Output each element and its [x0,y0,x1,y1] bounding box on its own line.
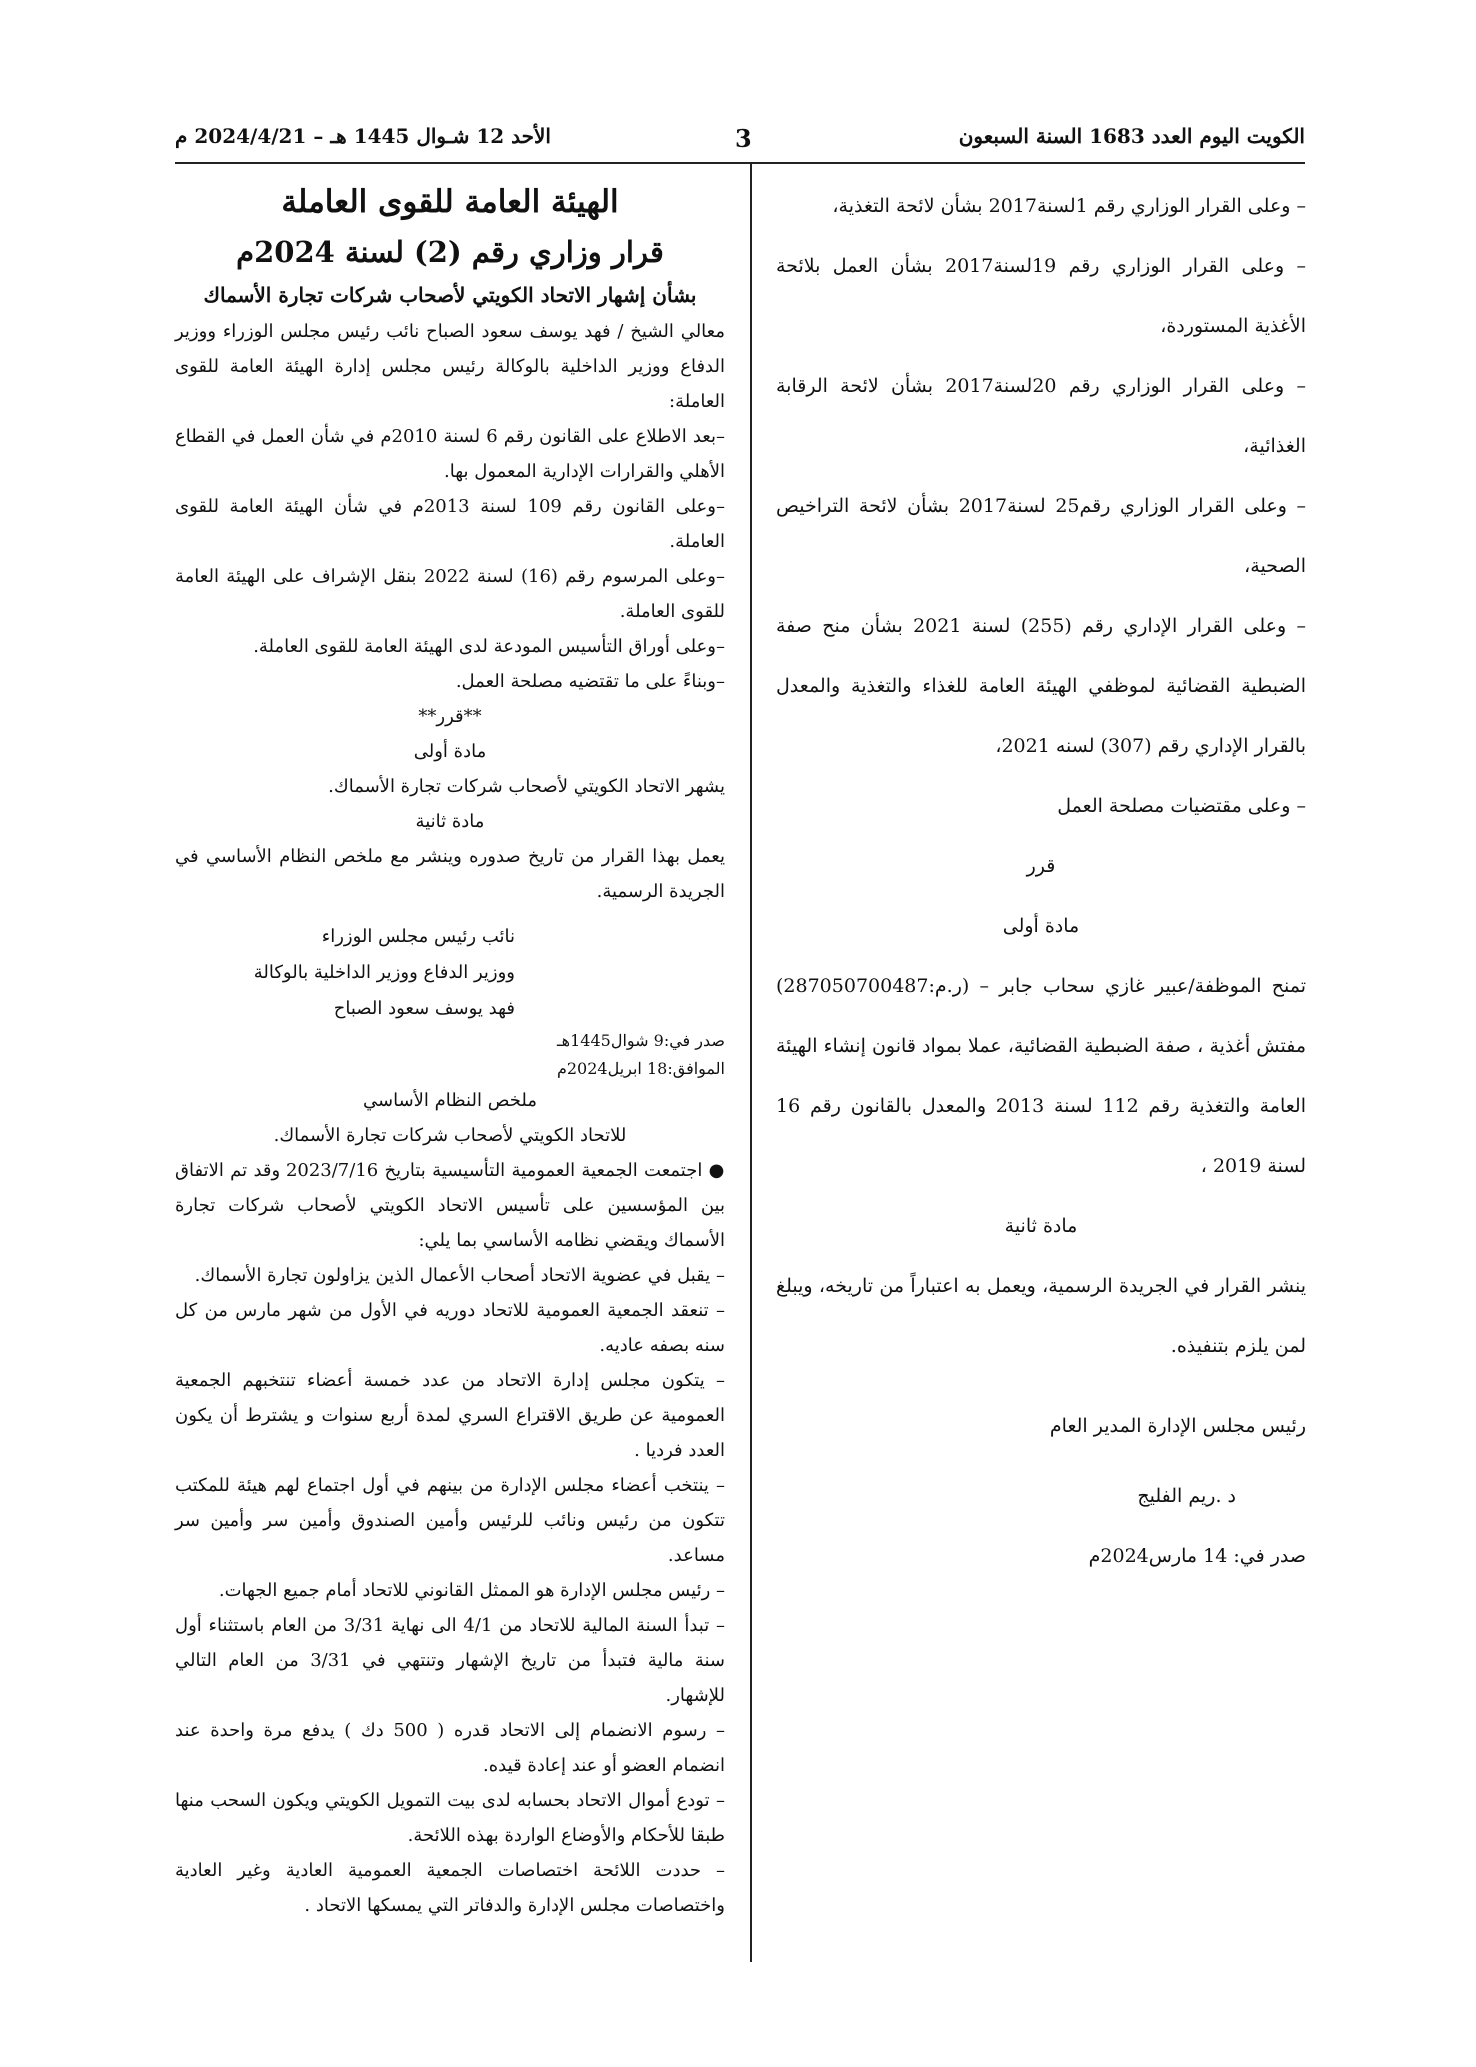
whereas-item: –وبناءً على ما تقتضيه مصلحة العمل. [455,671,725,692]
column-divider [750,162,752,1962]
whereas-item: –وعلى أوراق التأسيس المودعة لدى الهيئة العامة للقوى العاملة. [253,636,725,657]
whereas-item: – وعلى القرار الإداري رقم (255) لسنة 2021 بشأن منح صفة الضبطية القضائية لموظفي الهيئة العامة للغذاء والتغذية والمعدل بالقرار الإداري رقم (307) لسنه 2021، [776,615,1306,757]
whereas-item: – وعلى القرار الوزاري رقم 19لسنة2017 بشأن العمل بلائحة الأغذية المستوردة، [776,255,1306,337]
gazette-issue: الكويت اليوم العدد 1683 السنة السبعون [958,124,1305,148]
page-header [175,118,1305,164]
summary-item: – تبدأ السنة المالية للاتحاد من 4/1 الى نهاية 3/31 من العام باستثناء أول سنة مالية فتبدأ من تاريخ الإشهار وتنتهي في 3/31 من العام التالي للإشهار. [175,1615,726,1706]
whereas-item: – وعلى مقتضيات مصلحة العمل [1057,795,1306,817]
article-title: مادة أولى [413,741,487,762]
page-number: 3 [735,124,752,153]
whereas-item: –وعلى المرسوم رقم (16) لسنة 2022 بنقل الإشراف على الهيئة العامة للقوى العاملة. [175,566,726,622]
signature-line: نائب رئيس مجلس الوزراء [321,926,515,947]
summary-item: – تنعقد الجمعية العمومية للاتحاد دوريه في الأول من شهر مارس من كل سنه بصفه عاديه. [175,1300,725,1356]
issue-date-line: صدر في: 14 مارس2024م [1088,1545,1306,1567]
summary-item: – يقبل في عضوية الاتحاد أصحاب الأعمال الذين يزاولون تجارة الأسماك. [194,1265,725,1286]
whereas-item: – وعلى القرار الوزاري رقم 1لسنة2017 بشأن لائحة التغذية، [832,195,1306,217]
signature-line: ووزير الدفاع ووزير الداخلية بالوكالة [253,962,515,983]
summary-item: ● اجتمعت الجمعية العمومية التأسيسية بتاريخ 2023/7/16 وقد تم الاتفاق بين المؤسسين على تأسيس الاتحاد الكويتي لأصحاب شركات تجارة الأسماك ويقضي نظامه الأساسي بما يلي: [175,1160,725,1251]
whereas-item: –بعد الاطلاع على القانون رقم 6 لسنة 2010م في شأن العمل في القطاع الأهلي والقرارات الإدارية المعمول بها. [175,426,726,482]
signature-line: فهد يوسف سعود الصباح [333,998,515,1019]
summary-subtitle: للاتحاد الكويتي لأصحاب شركات تجارة الأسماك. [273,1125,627,1146]
article-text: يشهر الاتحاد الكويتي لأصحاب شركات تجارة الأسماك. [328,776,725,797]
summary-item: – ينتخب أعضاء مجلس الإدارة من بينهم في أول اجتماع لهم هيئة للمكتب تتكون من رئيس ونائب للرئيس وأمين الصندوق وأمين سر وأمين سر مساعد. [175,1475,725,1566]
summary-item: – رئيس مجلس الإدارة هو الممثل القانوني للاتحاد أمام جميع الجهات. [218,1580,725,1601]
issue-date-hijri: صدر في:9 شوال1445هـ [556,1031,725,1050]
article-text: يعمل بهذا القرار من تاريخ صدوره وينشر مع ملخص النظام الأساسي في الجريدة الرسمية. [175,846,725,902]
whereas-item: –وعلى القانون رقم 109 لسنة 2013م في شأن الهيئة العامة للقوى العاملة. [175,496,725,552]
issue-date-gregorian: الموافق:18 ابريل2024م [556,1059,725,1078]
issue-date: الأحد 12 شـوال 1445 هـ – 2024/4/21 م [175,124,551,148]
left-column [175,176,725,1923]
article-text: ينشر القرار في الجريدة الرسمية، ويعمل به اعتباراً من تاريخه، ويبلغ لمن يلزم بتنفيذه. [776,1275,1306,1357]
article-title: مادة أولى [1002,915,1080,937]
article-text: تمنح الموظفة/عبير غازي سحاب جابر – (ر.م:287050700487) مفتش أغذية ، صفة الضبطية القضائية، عملا بمواد قانون إنشاء الهيئة العامة والتغذية رقم 112 لسنة 2013 والمعدل بالقانون رقم 16 لسنة 2019 ، [776,975,1306,1177]
organization-title: الهيئة العامة للقوى العاملة [281,184,619,220]
decided-heading: قرر [1026,855,1056,877]
signer-name: د .ريم الفليج [1137,1485,1236,1507]
summary-item: – حددت اللائحة اختصاصات الجمعية العمومية العادية وغير العادية واختصاصات مجلس الإدارة والدفاتر التي يمسكها الاتحاد . [175,1860,725,1916]
right-column [776,176,1306,1586]
spacer [175,909,725,919]
minister-preamble: معالي الشيخ / فهد يوسف سعود الصباح نائب رئيس مجلس الوزراء ووزير الدفاع ووزير الداخلية بالوكالة رئيس مجلس إدارة الهيئة العامة للقوى العاملة: [175,321,725,412]
summary-item: – تودع أموال الاتحاد بحسابه لدى بيت التمويل الكويتي ويكون السحب منها طبقا للأحكام والأوضاع الواردة بهذه اللائحة. [175,1790,726,1846]
whereas-item: – وعلى القرار الوزاري رقم 20لسنة2017 بشأن لائحة الرقابة الغذائية، [776,375,1306,457]
whereas-item: – وعلى القرار الوزاري رقم25 لسنة2017 بشأن لائحة التراخيص الصحية، [776,495,1307,577]
decision-subject: بشأن إشهار الاتحاد الكويتي لأصحاب شركات تجارة الأسماك [203,283,697,307]
article-title: مادة ثانية [1004,1215,1078,1237]
summary-item: – رسوم الانضمام إلى الاتحاد قدره ( 500 دك ) يدفع مرة واحدة عند انضمام العضو أو عند إعادة قيده. [175,1720,725,1776]
summary-item: – يتكون مجلس إدارة الاتحاد من عدد خمسة أعضاء تنتخبهم الجمعية العمومية عن طريق الاقتراع السري لمدة أربع سنوات و يشترط أن يكون العدد فرديا . [175,1370,725,1461]
summary-title: ملخص النظام الأساسي [363,1090,537,1111]
decision-title: قرار وزاري رقم (2) لسنة 2024م [236,235,664,269]
signer-title: رئيس مجلس الإدارة المدير العام [1049,1415,1306,1437]
decided-heading: **قرر** [418,706,482,727]
article-title: مادة ثانية [415,811,485,832]
